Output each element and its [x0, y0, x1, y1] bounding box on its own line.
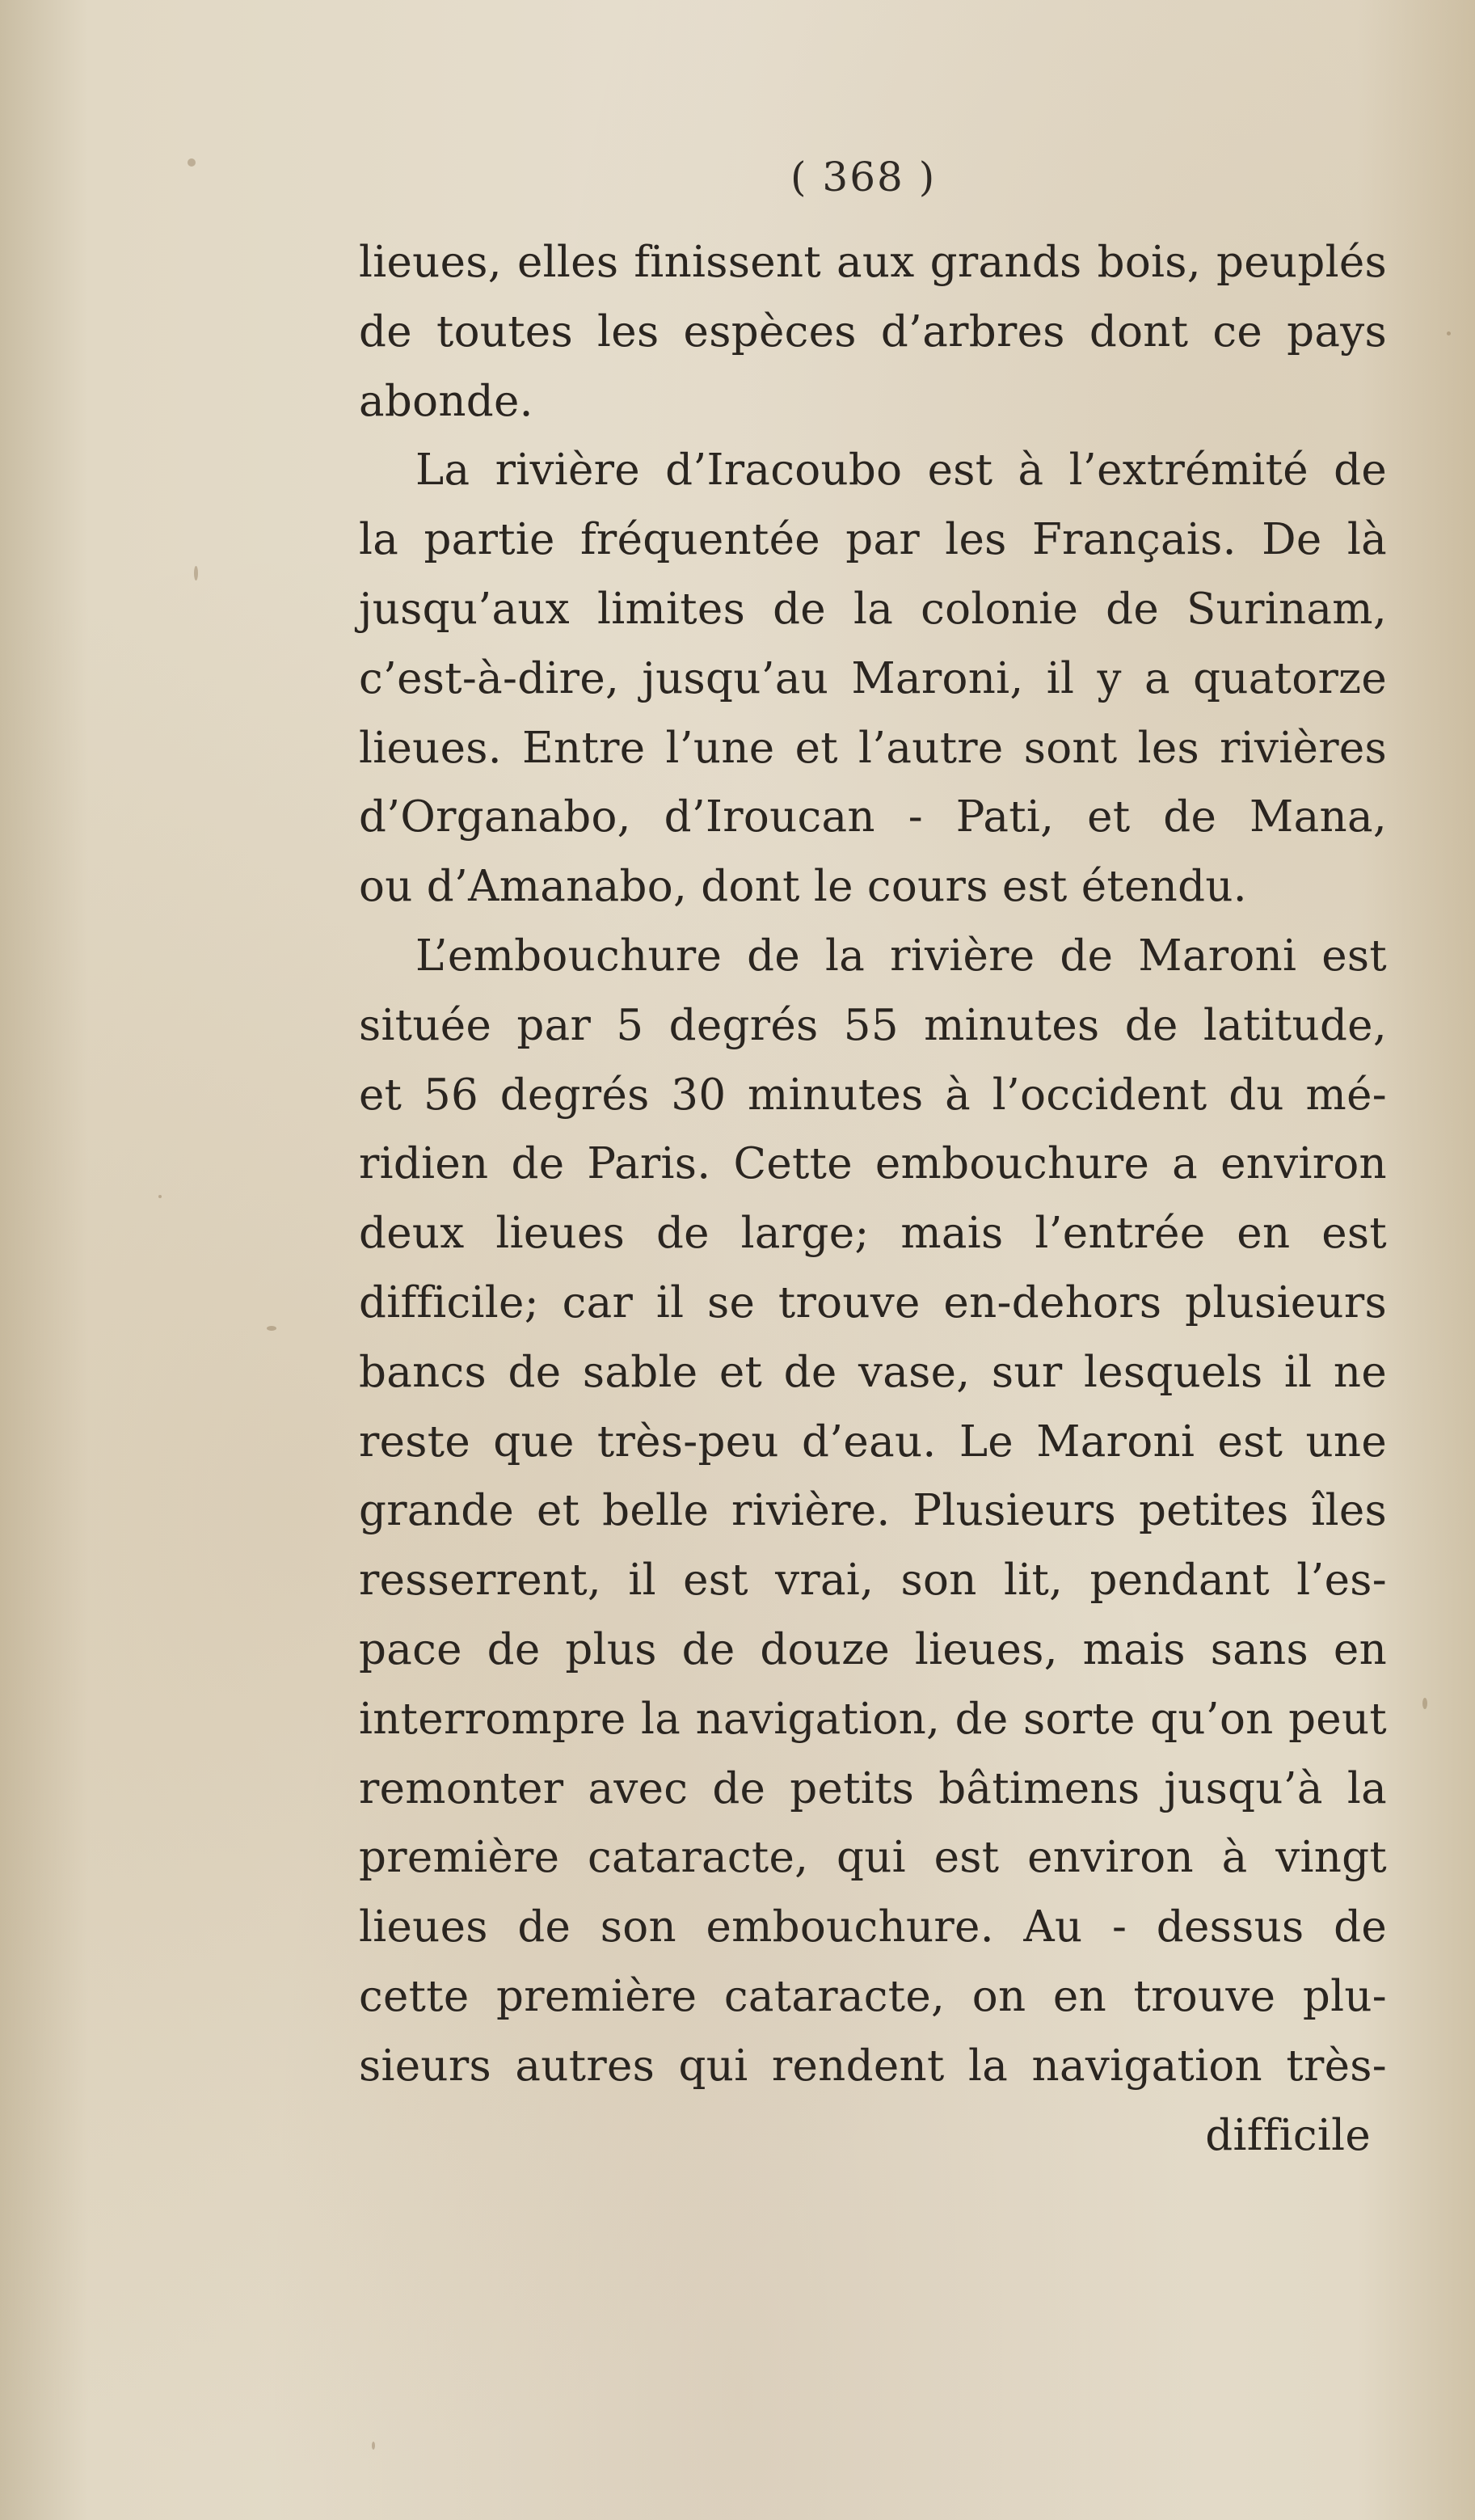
- text-line: deux lieues de large; mais l’entrée en est: [359, 1209, 1387, 1259]
- text-line: située par 5 degrés 55 minutes de latitude,: [359, 1000, 1387, 1050]
- text-line: reste que très-peu d’eau. Le Maroni est une: [359, 1416, 1387, 1467]
- text-line: de toutes les espèces d’arbres dont ce pays: [359, 306, 1387, 357]
- text-line: pace de plus de douze lieues, mais sans en: [359, 1624, 1387, 1674]
- text-line: interrompre la navigation, de sorte qu’on peut: [359, 1694, 1387, 1744]
- paper-speck: [267, 1326, 276, 1331]
- catchword: difficile: [1205, 2110, 1371, 2160]
- text-line: abonde.: [359, 376, 533, 426]
- text-line: jusqu’aux limites de la colonie de Surinam,: [359, 584, 1387, 634]
- paper-speck: [1447, 331, 1451, 336]
- paper-speck: [372, 2442, 375, 2450]
- text-line: resserrent, il est vrai, son lit, pendant l’es-: [359, 1555, 1387, 1606]
- text-line: lieues, elles finissent aux grands bois, peuplés: [359, 238, 1387, 287]
- text-line: d’Organabo, d’Iroucan - Pati, et de Mana,: [359, 792, 1387, 842]
- text-line: grande et belle rivière. Plusieurs petites îles: [359, 1486, 1387, 1536]
- text-line: sieurs autres qui rendent la navigation très-: [359, 2041, 1387, 2091]
- text-line: L’embouchure de la rivière de Maroni est: [415, 931, 1387, 981]
- text-line: première cataracte, qui est environ à vingt: [359, 1833, 1387, 1883]
- text-line: difficile; car il se trouve en-dehors plusieurs: [359, 1277, 1387, 1328]
- text-line: la partie fréquentée par les Français. De là: [359, 515, 1387, 565]
- text-line: c’est-à-dire, jusqu’au Maroni, il y a quatorze: [359, 653, 1387, 703]
- text-line: ridien de Paris. Cette embouchure a environ: [359, 1139, 1387, 1189]
- text-line: et 56 degrés 30 minutes à l’occident du mé-: [359, 1070, 1387, 1120]
- body-text: [359, 228, 1387, 2170]
- page-number: ( 368 ): [790, 154, 937, 201]
- text-line: cette première cataracte, on en trouve plu-: [359, 1971, 1387, 2021]
- text-line: remonter avec de petits bâtimens jusqu’à la: [359, 1763, 1387, 1813]
- text-line: La rivière d’Iracoubo est à l’extrémité de: [415, 445, 1387, 496]
- paper-speck: [188, 158, 196, 167]
- paper-speck: [158, 1195, 162, 1198]
- text-line: lieues de son embouchure. Au - dessus de: [359, 1902, 1387, 1952]
- text-line: lieues. Entre l’une et l’autre sont les rivières: [359, 723, 1387, 773]
- paper-speck: [1422, 1698, 1427, 1709]
- text-line: ou d’Amanabo, dont le cours est étendu.: [359, 862, 1247, 912]
- text-line: bancs de sable et de vase, sur lesquels il ne: [359, 1347, 1387, 1397]
- paper-speck: [194, 566, 198, 580]
